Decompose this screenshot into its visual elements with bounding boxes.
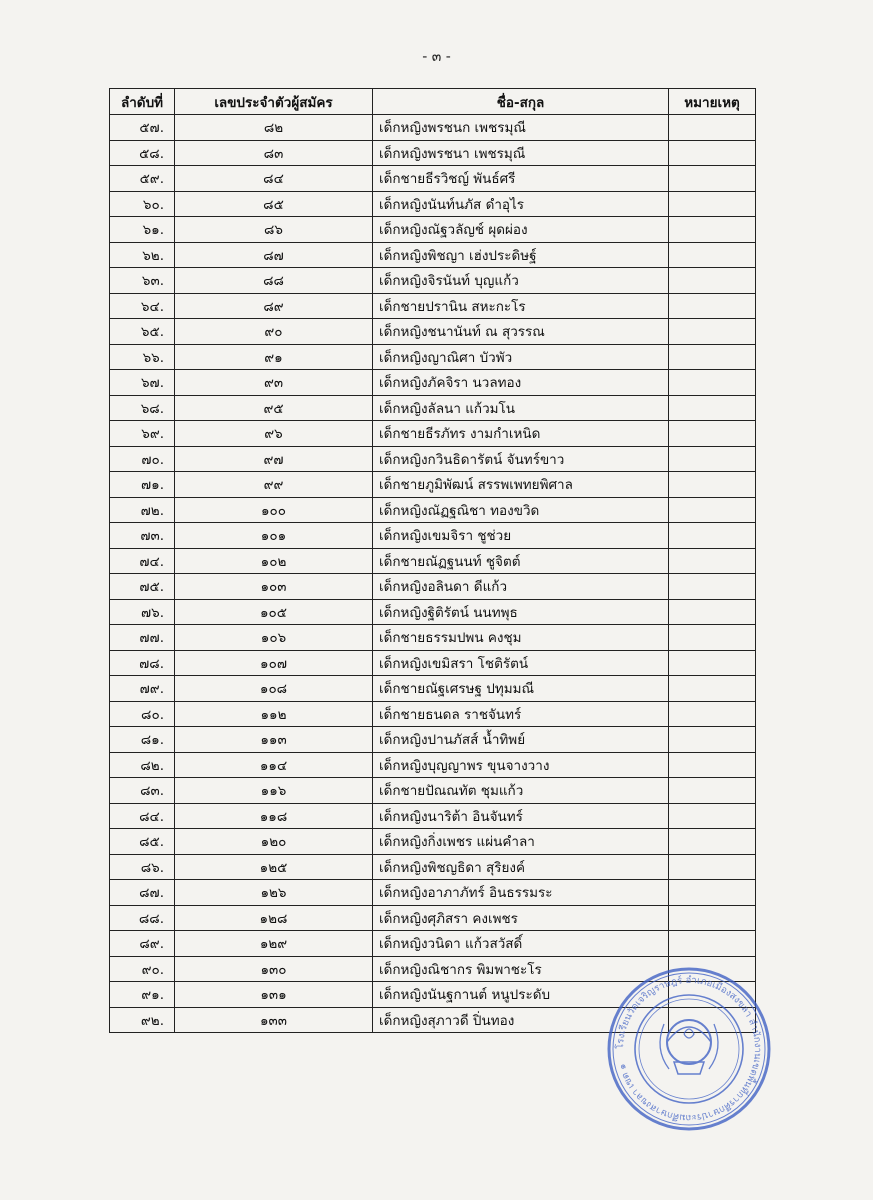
table-row [110,395,756,421]
cell-applicant-id: ๘๕ [175,191,373,217]
cell-applicant-id: ๑๒๘ [175,905,373,931]
cell-order: ๖๙. [110,421,175,447]
cell-applicant-id: ๑๐๓ [175,574,373,600]
cell-remark [669,650,756,676]
table-row [110,497,756,523]
cell-remark [669,217,756,243]
cell-order: ๗๐. [110,446,175,472]
table-row [110,191,756,217]
cell-order: ๖๑. [110,217,175,243]
cell-order: ๙๒. [110,1007,175,1033]
cell-remark [669,778,756,804]
cell-remark [669,166,756,192]
table-row [110,574,756,600]
table-row [110,854,756,880]
cell-applicant-id: ๑๐๕ [175,599,373,625]
cell-remark [669,140,756,166]
cell-full-name: เด็กชายธีรวิชญ์ พันธ์ศรี [373,166,669,192]
cell-applicant-id: ๑๑๖ [175,778,373,804]
cell-applicant-id: ๑๒๕ [175,854,373,880]
cell-order: ๘๐. [110,701,175,727]
table-row [110,319,756,345]
cell-full-name: เด็กหญิงพรชนก เพชรมุณี [373,115,669,141]
cell-order: ๖๘. [110,395,175,421]
cell-full-name: เด็กชายธีรภัทร งามกำเหนิด [373,421,669,447]
cell-applicant-id: ๙๓ [175,370,373,396]
cell-full-name: เด็กหญิงอาภาภัทร์ อินธรรมระ [373,880,669,906]
table-header-row [110,89,756,115]
header-remark: หมายเหตุ [669,89,756,115]
cell-remark [669,395,756,421]
cell-full-name: เด็กหญิงณิชากร พิมพาชะโร [373,956,669,982]
cell-remark [669,523,756,549]
cell-order: ๗๔. [110,548,175,574]
cell-applicant-id: ๑๐๐ [175,497,373,523]
roster-table [109,88,756,1033]
table-row [110,931,756,957]
table-row [110,421,756,447]
table-row [110,752,756,778]
page-number: - ๓ - [422,49,451,65]
table-row [110,829,756,855]
cell-applicant-id: ๘๖ [175,217,373,243]
cell-remark [669,803,756,829]
cell-applicant-id: ๘๒ [175,115,373,141]
cell-applicant-id: ๑๑๒ [175,701,373,727]
cell-order: ๗๙. [110,676,175,702]
cell-order: ๖๖. [110,344,175,370]
header-applicant-id: เลขประจำตัวผู้สมัคร [175,89,373,115]
cell-remark [669,676,756,702]
cell-applicant-id: ๑๑๘ [175,803,373,829]
cell-applicant-id: ๑๐๘ [175,676,373,702]
cell-applicant-id: ๙๐ [175,319,373,345]
svg-text:โรงเรียนวัดเจริญราษฎร์ อำเภอเม [614,974,763,1123]
table-row [110,778,756,804]
cell-full-name: เด็กชายภูมิพัฒน์ สรรพเพทยพิศาล [373,472,669,498]
cell-order: ๘๒. [110,752,175,778]
cell-applicant-id: ๑๐๖ [175,625,373,651]
cell-full-name: เด็กชายธนดล ราชจันทร์ [373,701,669,727]
cell-remark [669,472,756,498]
cell-remark [669,829,756,855]
cell-full-name: เด็กหญิงภัคจิรา นวลทอง [373,370,669,396]
cell-full-name: เด็กหญิงพิชญธิดา สุริยงค์ [373,854,669,880]
cell-full-name: เด็กหญิงเขมิสรา โชติรัตน์ [373,650,669,676]
cell-full-name: เด็กหญิงชนานันท์ ณ สุวรรณ [373,319,669,345]
cell-applicant-id: ๘๙ [175,293,373,319]
cell-order: ๗๘. [110,650,175,676]
cell-order: ๖๐. [110,191,175,217]
cell-full-name: เด็กชายธรรมปพน คงชุม [373,625,669,651]
cell-remark [669,242,756,268]
cell-order: ๘๙. [110,931,175,957]
cell-remark [669,548,756,574]
cell-applicant-id: ๙๑ [175,344,373,370]
table-row [110,727,756,753]
cell-remark [669,854,756,880]
cell-order: ๘๗. [110,880,175,906]
cell-remark [669,268,756,294]
table-row [110,115,756,141]
cell-applicant-id: ๙๕ [175,395,373,421]
cell-order: ๗๕. [110,574,175,600]
cell-remark [669,446,756,472]
cell-full-name: เด็กหญิงอลินดา ดีแก้ว [373,574,669,600]
table-row [110,625,756,651]
cell-applicant-id: ๑๐๑ [175,523,373,549]
cell-full-name: เด็กชายปรานิน สหะกะโร [373,293,669,319]
table-row [110,905,756,931]
cell-applicant-id: ๑๒๐ [175,829,373,855]
cell-remark [669,701,756,727]
cell-full-name: เด็กชายปัณณทัต ชุมแก้ว [373,778,669,804]
cell-applicant-id: ๑๒๖ [175,880,373,906]
cell-full-name: เด็กหญิงนาริต้า อินจันทร์ [373,803,669,829]
cell-remark [669,599,756,625]
cell-applicant-id: ๑๐๒ [175,548,373,574]
cell-applicant-id: ๑๓๑ [175,982,373,1008]
cell-applicant-id: ๘๓ [175,140,373,166]
official-seal [604,964,774,1134]
cell-order: ๕๗. [110,115,175,141]
seal-ring-text: โรงเรียนวัดเจริญราษฎร์ อำเภอเมืองสงขลา สำนักงานเขตพื้นที่การศึกษาประถมศึกษาสงขลา เขต ๑ [614,974,764,1124]
cell-full-name: เด็กชายณัฐเศรษฐ ปทุมมณี [373,676,669,702]
cell-applicant-id: ๘๔ [175,166,373,192]
table-row [110,293,756,319]
header-full-name: ชื่อ-สกุล [373,89,669,115]
table-row [110,523,756,549]
cell-full-name: เด็กหญิงสุภาวดี ปิ่นทอง [373,1007,669,1033]
cell-remark [669,497,756,523]
cell-applicant-id: ๙๖ [175,421,373,447]
cell-full-name: เด็กหญิงลัลนา แก้วมโน [373,395,669,421]
table-row [110,803,756,829]
table-row [110,242,756,268]
cell-full-name: เด็กหญิงนันท์นภัส ดำอุไร [373,191,669,217]
cell-order: ๖๓. [110,268,175,294]
cell-order: ๘๖. [110,854,175,880]
cell-full-name: เด็กหญิงปานภัสส์ น้ำทิพย์ [373,727,669,753]
cell-remark [669,752,756,778]
table-row [110,217,756,243]
cell-remark [669,191,756,217]
cell-remark [669,905,756,931]
cell-full-name: เด็กชายณัฏฐนนท์ ชูจิตต์ [373,548,669,574]
cell-order: ๕๙. [110,166,175,192]
cell-order: ๗๒. [110,497,175,523]
cell-full-name: เด็กหญิงพิชญา เฮ่งประดิษฐ์ [373,242,669,268]
cell-applicant-id: ๘๘ [175,268,373,294]
cell-full-name: เด็กหญิงบุญญาพร ขุนจางวาง [373,752,669,778]
cell-full-name: เด็กหญิงวนิดา แก้วสวัสดิ์ [373,931,669,957]
cell-full-name: เด็กหญิงณัฐวลัญช์ ผุดผ่อง [373,217,669,243]
cell-applicant-id: ๑๓๐ [175,956,373,982]
cell-remark [669,344,756,370]
cell-full-name: เด็กหญิงจิรนันท์ บุญแก้ว [373,268,669,294]
table-row [110,166,756,192]
cell-order: ๘๑. [110,727,175,753]
cell-order: ๘๕. [110,829,175,855]
cell-applicant-id: ๑๑๔ [175,752,373,778]
cell-applicant-id: ๑๒๙ [175,931,373,957]
cell-full-name: เด็กหญิงญาณิศา บัวพัว [373,344,669,370]
cell-full-name: เด็กหญิงศุภิสรา คงเพชร [373,905,669,931]
table-row [110,472,756,498]
cell-order: ๖๒. [110,242,175,268]
cell-order: ๗๖. [110,599,175,625]
cell-remark [669,421,756,447]
cell-remark [669,727,756,753]
header-order: ลำดับที่ [110,89,175,115]
cell-remark [669,293,756,319]
cell-remark [669,115,756,141]
cell-order: ๘๓. [110,778,175,804]
cell-order: ๕๘. [110,140,175,166]
table-body [110,115,756,1033]
table-row [110,446,756,472]
cell-applicant-id: ๑๑๓ [175,727,373,753]
cell-full-name: เด็กหญิงฐิติรัตน์ นนทพุธ [373,599,669,625]
table-row [110,880,756,906]
cell-order: ๘๔. [110,803,175,829]
table-row [110,370,756,396]
cell-full-name: เด็กหญิงกิ่งเพชร แผ่นคำลา [373,829,669,855]
table-row [110,548,756,574]
cell-full-name: เด็กหญิงเขมจิรา ชูช่วย [373,523,669,549]
cell-remark [669,574,756,600]
cell-order: ๙๐. [110,956,175,982]
cell-remark [669,370,756,396]
cell-full-name: เด็กหญิงกวินธิดารัตน์ จันทร์ขาว [373,446,669,472]
cell-order: ๖๕. [110,319,175,345]
table-row [110,701,756,727]
cell-order: ๙๑. [110,982,175,1008]
cell-order: ๖๗. [110,370,175,396]
cell-applicant-id: ๙๙ [175,472,373,498]
cell-applicant-id: ๑๐๗ [175,650,373,676]
cell-remark [669,931,756,957]
cell-full-name: เด็กหญิงณัฏฐณิชา ทองขวิด [373,497,669,523]
cell-applicant-id: ๙๗ [175,446,373,472]
cell-order: ๘๘. [110,905,175,931]
cell-full-name: เด็กหญิงพรชนา เพชรมุณี [373,140,669,166]
cell-order: ๗๓. [110,523,175,549]
cell-remark [669,319,756,345]
cell-full-name: เด็กหญิงนันฐกานต์ หนูประดับ [373,982,669,1008]
table-row [110,599,756,625]
cell-order: ๗๗. [110,625,175,651]
table-row [110,344,756,370]
cell-remark [669,880,756,906]
table-row [110,676,756,702]
table-row [110,650,756,676]
table-row [110,140,756,166]
cell-applicant-id: ๑๓๓ [175,1007,373,1033]
cell-applicant-id: ๘๗ [175,242,373,268]
table-row [110,268,756,294]
cell-order: ๗๑. [110,472,175,498]
cell-remark [669,625,756,651]
cell-order: ๖๔. [110,293,175,319]
